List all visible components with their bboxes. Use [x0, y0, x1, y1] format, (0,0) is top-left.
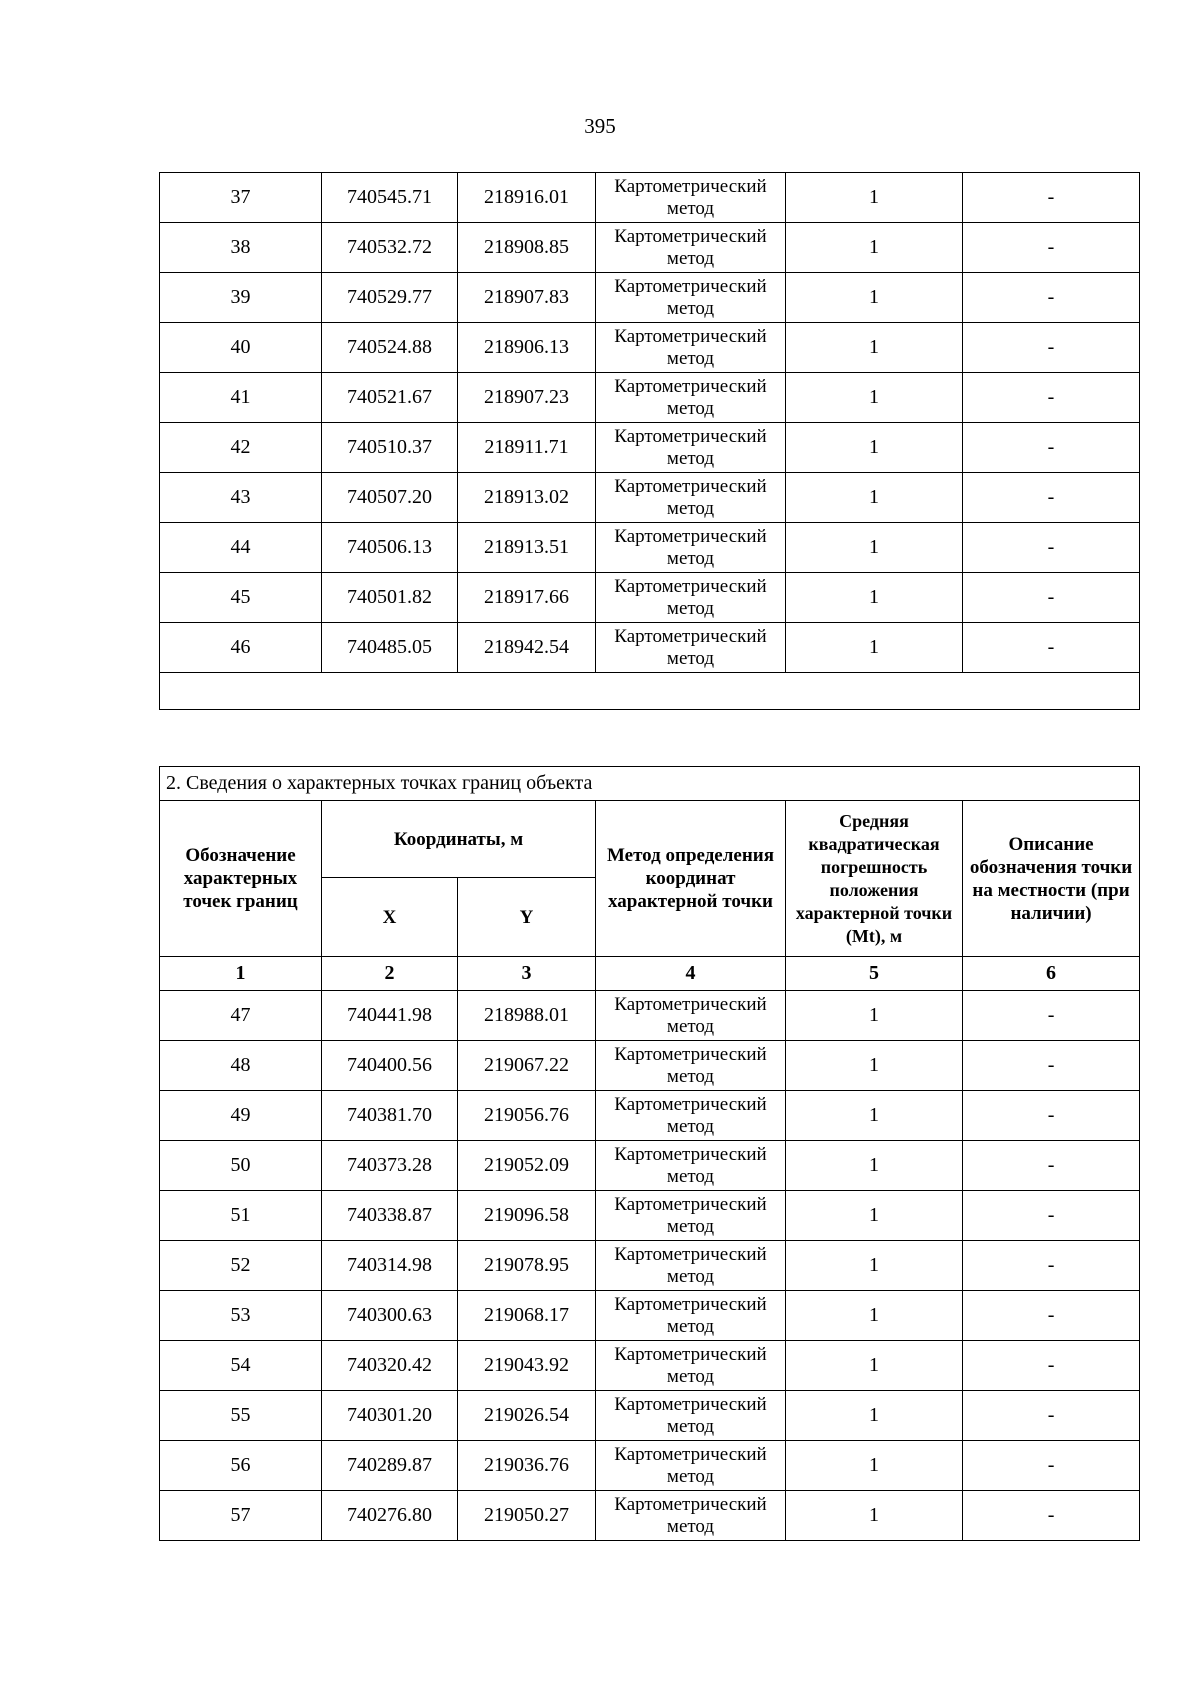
error-cell: 1 — [786, 1491, 963, 1541]
error-cell: 1 — [786, 1141, 963, 1191]
error-cell: 1 — [786, 423, 963, 473]
method-cell: Картометрический метод — [596, 323, 786, 373]
description-cell: - — [963, 323, 1140, 373]
header-x: X — [322, 878, 458, 957]
column-number: 1 — [160, 957, 322, 991]
table-row — [160, 473, 1140, 523]
table-row — [160, 1041, 1140, 1091]
x-coordinate-cell: 740301.20 — [322, 1391, 458, 1441]
method-cell: Картометрический метод — [596, 273, 786, 323]
header-description: Описание обозначения точки на местности (при наличии) — [963, 801, 1140, 957]
description-cell: - — [963, 223, 1140, 273]
column-number: 2 — [322, 957, 458, 991]
point-id-cell: 45 — [160, 573, 322, 623]
error-cell: 1 — [786, 1241, 963, 1291]
method-cell: Картометрический метод — [596, 523, 786, 573]
page-number: 395 — [584, 114, 616, 138]
error-cell: 1 — [786, 623, 963, 673]
error-cell: 1 — [786, 1091, 963, 1141]
x-coordinate-cell: 740501.82 — [322, 573, 458, 623]
x-coordinate-cell: 740529.77 — [322, 273, 458, 323]
point-id-cell: 49 — [160, 1091, 322, 1141]
table-row — [160, 173, 1140, 223]
table-row — [160, 1391, 1140, 1441]
x-coordinate-cell: 740524.88 — [322, 323, 458, 373]
description-cell: - — [963, 373, 1140, 423]
y-coordinate-cell: 218988.01 — [458, 991, 596, 1041]
description-cell: - — [963, 1141, 1140, 1191]
description-cell: - — [963, 523, 1140, 573]
column-number: 3 — [458, 957, 596, 991]
y-coordinate-cell: 218913.51 — [458, 523, 596, 573]
method-cell: Картометрический метод — [596, 1241, 786, 1291]
description-cell: - — [963, 1091, 1140, 1141]
y-coordinate-cell: 219067.22 — [458, 1041, 596, 1091]
table-row — [160, 523, 1140, 573]
y-coordinate-cell: 218906.13 — [458, 323, 596, 373]
y-coordinate-cell: 218913.02 — [458, 473, 596, 523]
column-number: 6 — [963, 957, 1140, 991]
point-id-cell: 37 — [160, 173, 322, 223]
boundary-points-table — [159, 766, 1140, 1541]
column-number: 5 — [786, 957, 963, 991]
error-cell: 1 — [786, 1041, 963, 1091]
point-id-cell: 56 — [160, 1441, 322, 1491]
y-coordinate-cell: 218907.23 — [458, 373, 596, 423]
x-coordinate-cell: 740300.63 — [322, 1291, 458, 1341]
description-cell: - — [963, 573, 1140, 623]
y-coordinate-cell: 218911.71 — [458, 423, 596, 473]
x-coordinate-cell: 740532.72 — [322, 223, 458, 273]
y-coordinate-cell: 219056.76 — [458, 1091, 596, 1141]
y-coordinate-cell: 219068.17 — [458, 1291, 596, 1341]
table-row — [160, 1241, 1140, 1291]
table-row — [160, 623, 1140, 673]
y-coordinate-cell: 219052.09 — [458, 1141, 596, 1191]
description-cell: - — [963, 1041, 1140, 1091]
table-row — [160, 1141, 1140, 1191]
point-id-cell: 44 — [160, 523, 322, 573]
description-cell: - — [963, 1191, 1140, 1241]
point-id-cell: 55 — [160, 1391, 322, 1441]
point-id-cell: 48 — [160, 1041, 322, 1091]
point-id-cell: 40 — [160, 323, 322, 373]
method-cell: Картометрический метод — [596, 473, 786, 523]
error-cell: 1 — [786, 1341, 963, 1391]
table-row — [160, 1341, 1140, 1391]
empty-cell — [160, 673, 1140, 710]
error-cell: 1 — [786, 323, 963, 373]
x-coordinate-cell: 740510.37 — [322, 423, 458, 473]
point-id-cell: 42 — [160, 423, 322, 473]
table-row — [160, 1291, 1140, 1341]
error-cell: 1 — [786, 1391, 963, 1441]
error-cell: 1 — [786, 523, 963, 573]
table-row — [160, 1091, 1140, 1141]
header-method: Метод определения координат характерной точки — [596, 801, 786, 957]
point-id-cell: 47 — [160, 991, 322, 1041]
table-body — [160, 173, 1140, 710]
point-id-cell: 46 — [160, 623, 322, 673]
method-cell: Картометрический метод — [596, 623, 786, 673]
description-cell: - — [963, 1341, 1140, 1391]
table-row — [160, 223, 1140, 273]
table-row — [160, 323, 1140, 373]
table-row — [160, 573, 1140, 623]
y-coordinate-cell: 219043.92 — [458, 1341, 596, 1391]
error-cell: 1 — [786, 173, 963, 223]
description-cell: - — [963, 473, 1140, 523]
method-cell: Картометрический метод — [596, 1341, 786, 1391]
point-id-cell: 52 — [160, 1241, 322, 1291]
description-cell: - — [963, 623, 1140, 673]
table-row — [160, 273, 1140, 323]
method-cell: Картометрический метод — [596, 1041, 786, 1091]
error-cell: 1 — [786, 373, 963, 423]
description-cell: - — [963, 173, 1140, 223]
method-cell: Картометрический метод — [596, 1391, 786, 1441]
table-row — [160, 423, 1140, 473]
method-cell: Картометрический метод — [596, 1141, 786, 1191]
point-id-cell: 50 — [160, 1141, 322, 1191]
x-coordinate-cell: 740276.80 — [322, 1491, 458, 1541]
description-cell: - — [963, 1291, 1140, 1341]
point-id-cell: 43 — [160, 473, 322, 523]
table-row — [160, 1441, 1140, 1491]
header-coordinates: Координаты, м — [322, 801, 596, 878]
description-cell: - — [963, 991, 1140, 1041]
point-id-cell: 54 — [160, 1341, 322, 1391]
method-cell: Картометрический метод — [596, 223, 786, 273]
error-cell: 1 — [786, 273, 963, 323]
description-cell: - — [963, 1241, 1140, 1291]
description-cell: - — [963, 423, 1140, 473]
error-cell: 1 — [786, 991, 963, 1041]
y-coordinate-cell: 218916.01 — [458, 173, 596, 223]
column-number: 4 — [596, 957, 786, 991]
error-cell: 1 — [786, 573, 963, 623]
method-cell: Картометрический метод — [596, 1091, 786, 1141]
y-coordinate-cell: 219096.58 — [458, 1191, 596, 1241]
x-coordinate-cell: 740485.05 — [322, 623, 458, 673]
description-cell: - — [963, 273, 1140, 323]
x-coordinate-cell: 740314.98 — [322, 1241, 458, 1291]
header-mean-error: Средняя квадратическая погрешность положения характерной точки (Mt), м — [786, 801, 963, 957]
description-cell: - — [963, 1441, 1140, 1491]
method-cell: Картометрический метод — [596, 1291, 786, 1341]
x-coordinate-cell: 740381.70 — [322, 1091, 458, 1141]
y-coordinate-cell: 218908.85 — [458, 223, 596, 273]
point-id-cell: 38 — [160, 223, 322, 273]
point-id-cell: 53 — [160, 1291, 322, 1341]
method-cell: Картометрический метод — [596, 1191, 786, 1241]
method-cell: Картометрический метод — [596, 573, 786, 623]
table-row — [160, 373, 1140, 423]
point-id-cell: 51 — [160, 1191, 322, 1241]
y-coordinate-cell: 218917.66 — [458, 573, 596, 623]
table-row — [160, 1191, 1140, 1241]
table-body — [160, 991, 1140, 1541]
table-row — [160, 1491, 1140, 1541]
point-id-cell: 41 — [160, 373, 322, 423]
error-cell: 1 — [786, 1191, 963, 1241]
method-cell: Картометрический метод — [596, 423, 786, 473]
x-coordinate-cell: 740441.98 — [322, 991, 458, 1041]
x-coordinate-cell: 740320.42 — [322, 1341, 458, 1391]
error-cell: 1 — [786, 1291, 963, 1341]
point-id-cell: 39 — [160, 273, 322, 323]
x-coordinate-cell: 740338.87 — [322, 1191, 458, 1241]
x-coordinate-cell: 740373.28 — [322, 1141, 458, 1191]
method-cell: Картометрический метод — [596, 991, 786, 1041]
description-cell: - — [963, 1391, 1140, 1441]
boundary-points-table-continued — [159, 172, 1140, 710]
error-cell: 1 — [786, 1441, 963, 1491]
y-coordinate-cell: 219026.54 — [458, 1391, 596, 1441]
table-row — [160, 991, 1140, 1041]
x-coordinate-cell: 740521.67 — [322, 373, 458, 423]
header-point-designation: Обозначение характерных точек границ — [160, 801, 322, 957]
section-title: 2. Сведения о характерных точках границ объекта — [160, 767, 1140, 801]
header-y: Y — [458, 878, 596, 957]
x-coordinate-cell: 740545.71 — [322, 173, 458, 223]
x-coordinate-cell: 740400.56 — [322, 1041, 458, 1091]
x-coordinate-cell: 740507.20 — [322, 473, 458, 523]
y-coordinate-cell: 218942.54 — [458, 623, 596, 673]
method-cell: Картометрический метод — [596, 1491, 786, 1541]
x-coordinate-cell: 740506.13 — [322, 523, 458, 573]
description-cell: - — [963, 1491, 1140, 1541]
error-cell: 1 — [786, 473, 963, 523]
y-coordinate-cell: 219050.27 — [458, 1491, 596, 1541]
error-cell: 1 — [786, 223, 963, 273]
x-coordinate-cell: 740289.87 — [322, 1441, 458, 1491]
y-coordinate-cell: 219078.95 — [458, 1241, 596, 1291]
empty-row — [160, 673, 1140, 710]
method-cell: Картометрический метод — [596, 1441, 786, 1491]
y-coordinate-cell: 218907.83 — [458, 273, 596, 323]
point-id-cell: 57 — [160, 1491, 322, 1541]
column-number-row — [160, 957, 1140, 991]
y-coordinate-cell: 219036.76 — [458, 1441, 596, 1491]
method-cell: Картометрический метод — [596, 373, 786, 423]
method-cell: Картометрический метод — [596, 173, 786, 223]
